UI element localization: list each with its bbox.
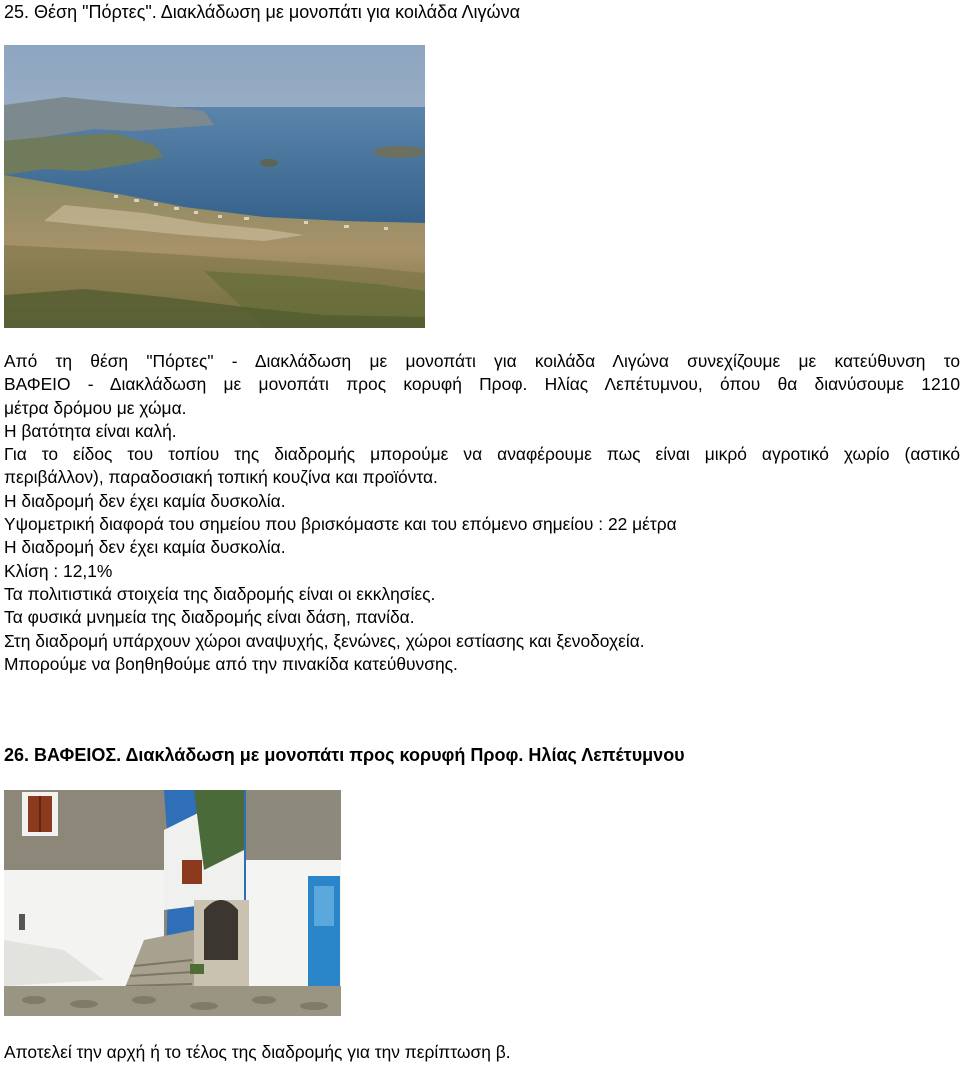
description-line: Για το είδος του τοπίου της διαδρομής μπορούμε να αναφέρουμε πως είναι μικρό αγροτικό χωρίο (αστικό <box>4 444 960 465</box>
description-line: Από τη θέση "Πόρτες" - Διακλάδωση με μονοπάτι για κοιλάδα Λιγώνα συνεχίζουμε με κατεύθυνση το <box>4 351 960 371</box>
village-street-photo <box>4 790 341 1016</box>
description-line: Στη διαδρομή υπάρχουν χώροι αναψυχής, ξενώνες, χώροι εστίασης και ξενοδοχεία. <box>4 630 645 651</box>
section-25-description <box>4 350 960 676</box>
description-line: Τα φυσικά μνημεία της διαδρομής είναι δάση, πανίδα. <box>4 607 415 628</box>
section-26-caption: Αποτελεί την αρχή ή το τέλος της διαδρομής για την περίπτωση β. <box>4 1042 511 1062</box>
section-26-title: 26. ΒΑΦΕΙΟΣ. Διακλάδωση με μονοπάτι προς κορυφή Προφ. Ηλίας Λεπέτυμνου <box>4 745 685 765</box>
description-line: Υψομετρική διαφορά του σημείου που βρισκόμαστε και του επόμενο σημείου : 22 μέτρα <box>4 514 677 535</box>
description-line: Τα πολιτιστικά στοιχεία της διαδρομής είναι οι εκκλησίες. <box>4 583 436 604</box>
description-line: μέτρα δρόμου με χώμα. <box>4 397 187 418</box>
description-line: Μπορούμε να βοηθηθούμε από την πινακίδα κατεύθυνσης. <box>4 653 458 674</box>
description-line: Η διαδρομή δεν έχει καμία δυσκολία. <box>4 537 286 558</box>
description-line: Η διαδρομή δεν έχει καμία δυσκολία. <box>4 490 286 511</box>
coastal-landscape-photo <box>4 45 425 328</box>
description-line: περιβάλλον), παραδοσιακή τοπική κουζίνα και προϊόντα. <box>4 467 438 488</box>
section-25-title: 25. Θέση "Πόρτες". Διακλάδωση με μονοπάτι για κοιλάδα Λιγώνα <box>4 2 520 22</box>
description-line: Η βατότητα είναι καλή. <box>4 420 177 441</box>
description-line: ΒΑΦΕΙΟ - Διακλάδωση με μονοπάτι προς κορυφή Προφ. Ηλίας Λεπέτυμνου, όπου θα διανύσουμε 1210 <box>4 374 960 395</box>
description-line: Κλίση : 12,1% <box>4 560 113 581</box>
